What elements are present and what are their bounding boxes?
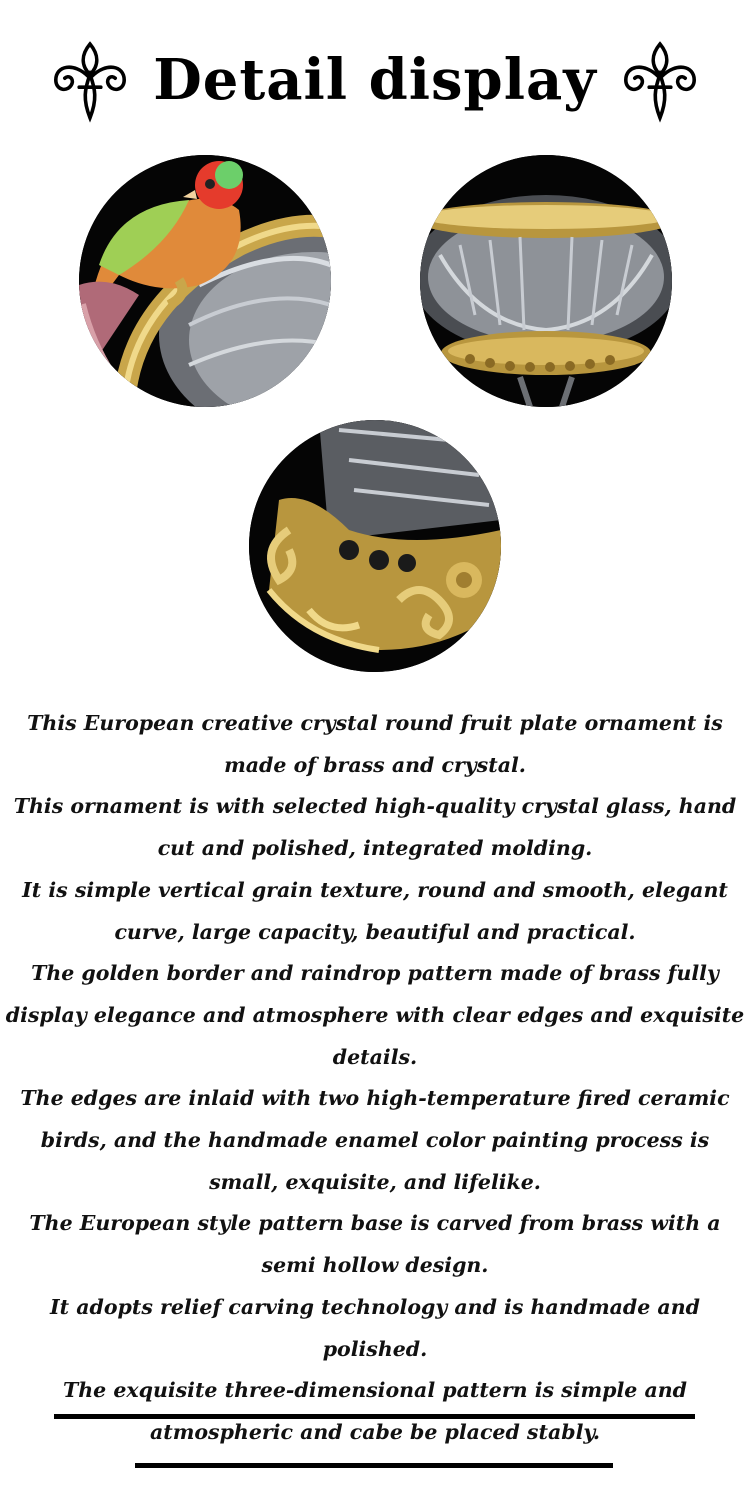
divider-short [135,1463,613,1468]
description-line: The exquisite three-dimensional pattern is simple and atmospheric and cabe be placed stably. [63,1378,687,1444]
divider-long [54,1414,695,1419]
description-line: The European style pattern base is carved from brass with a semi hollow design. [29,1211,721,1278]
fleur-ornament-icon [45,35,135,125]
detail-photo-bird [79,155,331,407]
page-header [0,30,750,130]
description-line: The golden border and raindrop pattern made of brass fully display elegance and atmosphere with clear edges and exquisite details. [5,961,745,1069]
detail-photo-base [249,420,501,672]
page-title: Detail display [153,47,597,113]
description-line: The edges are inlaid with two high-temperature fired ceramic birds, and the handmade enamel color painting process is small, exquisite, and lifelike. [20,1086,730,1194]
detail-photo-bowl [420,155,672,407]
fleur-ornament-icon [615,35,705,125]
product-description [0,703,750,1454]
description-line: It adopts relief carving technology and is handmade and polished. [50,1294,700,1361]
description-line: It is simple vertical grain texture, round and smooth, elegant curve, large capacity, beautiful and practical. [22,877,728,944]
description-line: This European creative crystal round fruit plate ornament is made of brass and crystal. [27,711,723,777]
description-line: This ornament is with selected high-quality crystal glass, hand cut and polished, integrated molding. [13,794,737,861]
